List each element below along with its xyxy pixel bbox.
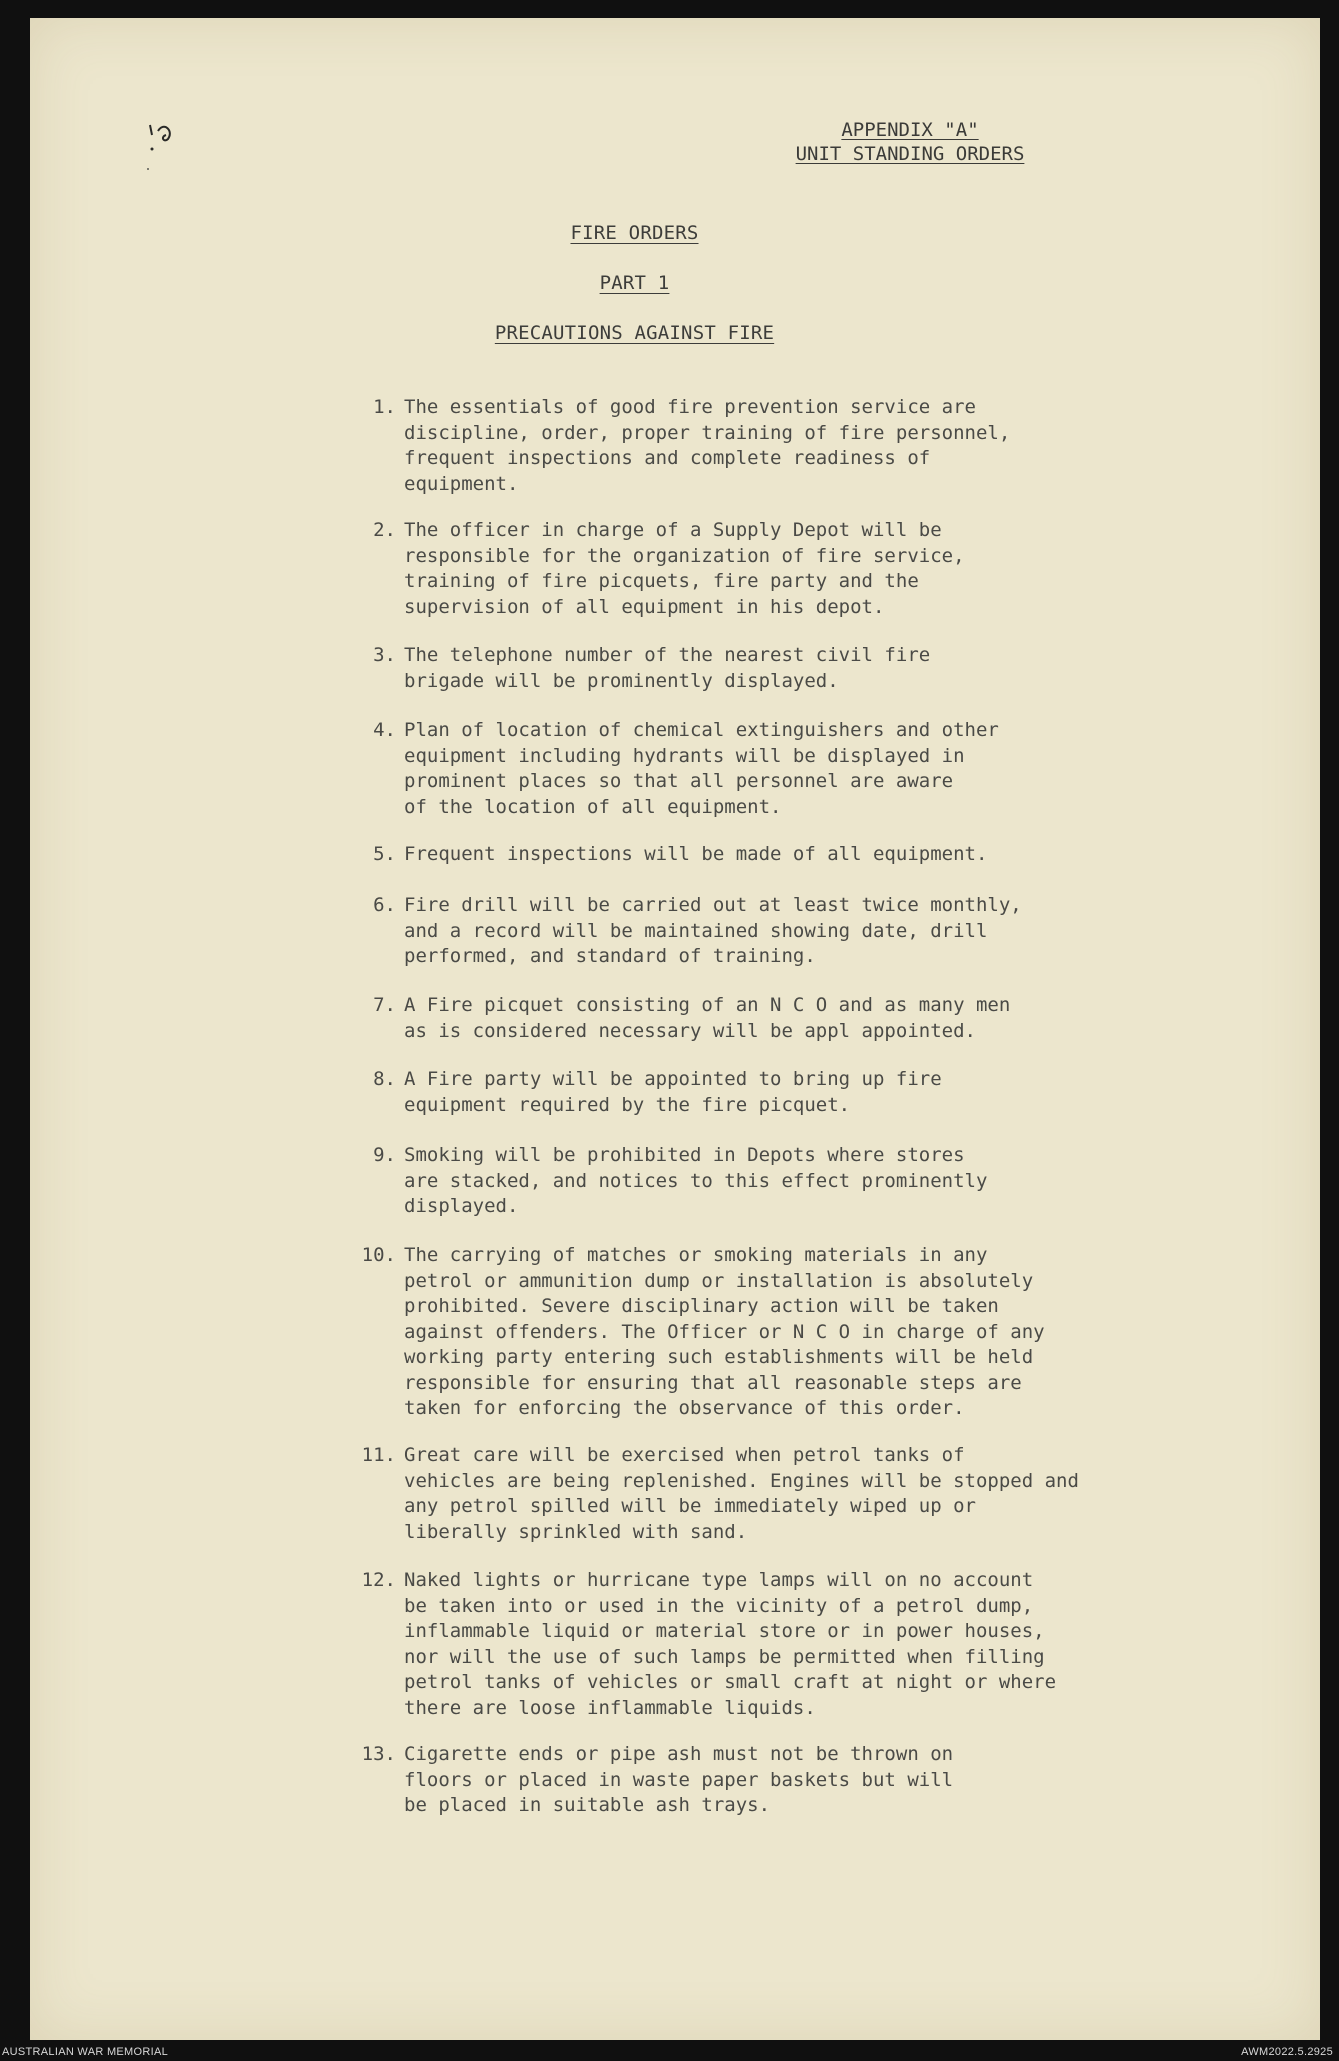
order-text: The essentials of good fire prevention service are discipline, order, proper training of fire personnel, frequent inspections and complete readiness of equipment. xyxy=(404,396,1011,495)
order-number: 7. xyxy=(373,994,396,1016)
order-text: Frequent inspections will be made of all equipment. xyxy=(404,843,988,865)
order-text: The telephone number of the nearest civil fire brigade will be prominently displayed. xyxy=(404,644,931,692)
order-number: 4. xyxy=(373,719,396,741)
order-item xyxy=(328,893,1178,970)
order-item xyxy=(328,1067,1178,1118)
ink-smudge-marks xyxy=(140,113,220,193)
order-item xyxy=(328,1568,1178,1721)
order-number: 5. xyxy=(373,843,396,865)
order-item xyxy=(328,1143,1178,1220)
order-number: 2. xyxy=(373,519,396,541)
order-item xyxy=(328,643,1178,694)
order-item xyxy=(328,1742,1178,1819)
order-number: 3. xyxy=(373,644,396,666)
order-text: Great care will be exercised when petrol tanks of vehicles are being replenished. Engines will be stopped and any petrol spilled will be immediately wiped up or liberally sprinkled with sand. xyxy=(404,1444,1079,1543)
order-number: 1. xyxy=(373,396,396,418)
order-text: A Fire picquet consisting of an N C O and as many men as is considered necessary will be appl appointed. xyxy=(404,994,1011,1042)
order-number: 9. xyxy=(373,1144,396,1166)
order-number: 6. xyxy=(373,894,396,916)
order-text: The carrying of matches or smoking materials in any petrol or ammunition dump or installation is absolutely prohibited. Severe disciplinary action will be taken against offenders. The Officer or N C O in charge of any working party entering such establishments will be held responsible for ensuring that all reasonable steps are taken for enforcing the observance of this order. xyxy=(404,1244,1045,1419)
order-item xyxy=(328,842,1178,868)
standing-orders-label: UNIT STANDING ORDERS xyxy=(795,143,1025,165)
appendix-label: APPENDIX "A" xyxy=(841,119,979,141)
order-number: 13. xyxy=(361,1743,396,1765)
order-text: Naked lights or hurricane type lamps will on no account be taken into or used in the vicinity of a petrol dump, inflammable liquid or material store or in power houses, nor will the use of such lamps be permitted when filling petrol tanks of vehicles or small craft at night or where there are loose inflammable liquids. xyxy=(404,1569,1057,1719)
appendix-header xyxy=(760,118,1060,166)
order-item xyxy=(328,1243,1178,1422)
order-number: 11. xyxy=(361,1444,396,1466)
part-heading: PART 1 xyxy=(599,272,670,294)
archive-reference: AWM2022.5.2925 xyxy=(1241,2046,1333,2058)
document-title: FIRE ORDERS xyxy=(570,222,699,244)
order-item xyxy=(328,993,1178,1044)
archive-credit: AUSTRALIAN WAR MEMORIAL xyxy=(2,2046,169,2058)
order-text: Plan of location of chemical extinguishers and other equipment including hydrants will be displayed in prominent places so that all personnel are aware of the location of all equipment. xyxy=(404,719,999,818)
order-number: 8. xyxy=(373,1068,396,1090)
order-text: The officer in charge of a Supply Depot will be responsible for the organization of fire service, training of fire picquets, fire party and the supervision of all equipment in his depot. xyxy=(404,519,965,618)
order-text: Fire drill will be carried out at least twice monthly, and a record will be maintained showing date, drill performed, and standard of training. xyxy=(404,894,1022,967)
order-item xyxy=(328,1443,1178,1545)
order-item xyxy=(328,718,1178,820)
order-text: A Fire party will be appointed to bring up fire equipment required by the fire picquet. xyxy=(404,1068,942,1116)
order-item xyxy=(328,395,1178,497)
order-number: 10. xyxy=(361,1244,396,1266)
order-text: Cigarette ends or pipe ash must not be thrown on floors or placed in waste paper baskets but will be placed in suitable ash trays. xyxy=(404,1743,954,1816)
order-item xyxy=(328,518,1178,620)
order-text: Smoking will be prohibited in Depots where stores are stacked, and notices to this effect prominently displayed. xyxy=(404,1144,988,1217)
section-subtitle: PRECAUTIONS AGAINST FIRE xyxy=(494,322,775,344)
order-number: 12. xyxy=(361,1569,396,1591)
